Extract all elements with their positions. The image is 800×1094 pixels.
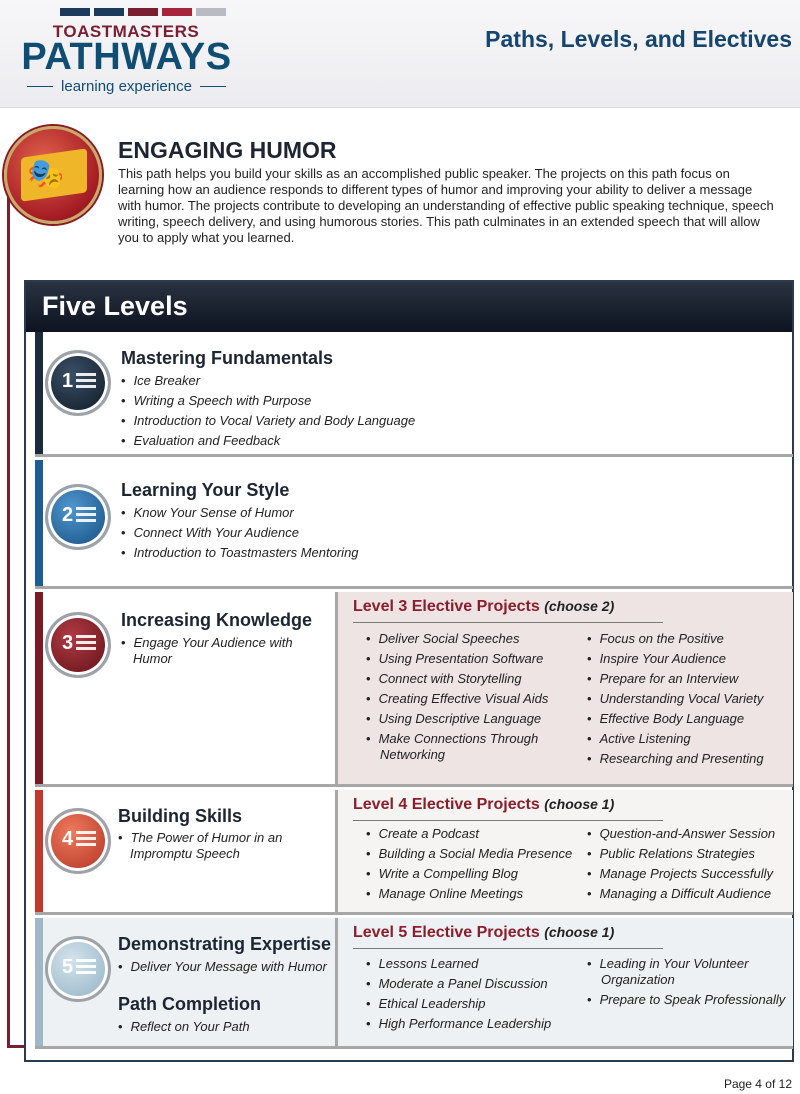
level-row-5: [35, 918, 793, 1049]
level-project-list: [118, 957, 327, 977]
level-color-bar: [35, 592, 43, 784]
level-row-2: [35, 460, 793, 589]
path-title: ENGAGING HUMOR: [118, 137, 337, 163]
page-title: Paths, Levels, and Electives: [485, 26, 792, 52]
elective-list-left: [366, 824, 581, 904]
level-row-3: [35, 592, 793, 787]
list-item: • Manage Projects Successfully: [587, 864, 792, 884]
logo-color-bars: [60, 8, 226, 16]
list-item: • Prepare to Speak Professionally: [587, 990, 792, 1010]
logo-toastmasters: TOASTMASTERS: [52, 22, 200, 41]
tagline-rule: [27, 86, 53, 87]
elective-panel: [335, 592, 793, 784]
list-item: • Engage Your Audience with Humor: [121, 635, 301, 667]
list-item: • Writing a Speech with Purpose: [121, 391, 415, 411]
level-title: Demonstrating Expertise: [118, 934, 332, 954]
list-item: • Managing a Difficult Audience: [587, 884, 792, 904]
list-item: • Know Your Sense of Humor: [121, 503, 359, 523]
list-item: • Building a Social Media Presence: [366, 844, 581, 864]
list-item: • Ethical Leadership: [366, 994, 581, 1014]
list-item: • Create a Podcast: [366, 824, 581, 844]
level-project-list: [121, 503, 359, 563]
list-item: • Ice Breaker: [121, 371, 415, 391]
list-item: • The Power of Humor in an Impromptu Speech: [118, 830, 308, 862]
logo-bar: [128, 8, 158, 16]
level-title: Increasing Knowledge: [121, 610, 313, 630]
path-completion-list: [118, 1017, 250, 1037]
logo-bar: [94, 8, 124, 16]
list-item: • Deliver Social Speeches: [366, 629, 576, 649]
level-title: Building Skills: [118, 806, 243, 826]
level-color-bar: [35, 332, 43, 454]
level-project-list: [121, 635, 301, 669]
list-item: • Question-and-Answer Session: [587, 824, 792, 844]
list-item: • Introduction to Toastmasters Mentoring: [121, 543, 359, 563]
elective-list-left: [366, 954, 581, 1034]
elective-title: Level 4 Elective Projects (choose 1): [353, 796, 615, 813]
level-row-4: [35, 790, 793, 915]
list-item: • Connect with Storytelling: [366, 669, 576, 689]
level-1-icon: 1: [45, 350, 111, 416]
list-item: • Deliver Your Message with Humor: [118, 957, 327, 977]
level-row-1: [35, 332, 793, 457]
list-item: • Write a Compelling Blog: [366, 864, 581, 884]
levels-heading: Five Levels: [26, 282, 792, 332]
logo-tagline: [14, 78, 239, 95]
list-item: • Effective Body Language: [587, 709, 792, 729]
logo-bar: [196, 8, 226, 16]
list-item: • Using Descriptive Language: [366, 709, 576, 729]
list-item: • Connect With Your Audience: [121, 523, 359, 543]
elective-title: Level 3 Elective Projects (choose 2): [353, 598, 615, 615]
list-item: • Active Listening: [587, 729, 792, 749]
masks-glyph: 🎭: [27, 158, 65, 191]
list-item: • Focus on the Positive: [587, 629, 792, 649]
level-project-list: [121, 371, 415, 451]
path-description: This path helps you build your skills as an accomplished public speaker. The projects on this path focus on learning how an audience responds to different types of humor and improving your ability to deliver a message with humor. The projects contribute to developing an understanding of effective public speaking technique, speech writing, speech delivery, and using humorous stories. This path culminates in an extended speech that will allow you to apply what you learned.: [118, 166, 774, 245]
elective-title: Level 5 Elective Projects (choose 1): [353, 924, 615, 941]
level-2-icon: 2: [45, 484, 111, 550]
page-header: [0, 0, 800, 108]
level-title: Learning Your Style: [121, 480, 290, 500]
elective-list-left: [366, 629, 576, 765]
path-connector-line: [7, 186, 10, 1048]
levels-panel: [24, 280, 794, 1062]
logo-bar: [60, 8, 90, 16]
level-project-list: [118, 830, 308, 864]
level-color-bar: [35, 790, 43, 912]
list-item: • Moderate a Panel Discussion: [366, 974, 581, 994]
list-item: • Reflect on Your Path: [118, 1017, 250, 1037]
level-color-bar: [35, 460, 43, 586]
elective-rule: [353, 948, 663, 949]
list-item: • Lessons Learned: [366, 954, 581, 974]
elective-list-right: [587, 629, 792, 769]
path-completion-title: Path Completion: [118, 994, 261, 1014]
elective-rule: [353, 622, 663, 623]
tagline-rule: [200, 86, 226, 87]
level-3-icon: 3: [45, 612, 111, 678]
theater-masks-icon: [4, 126, 102, 224]
level-title: Mastering Fundamentals: [121, 348, 334, 368]
list-item: • Using Presentation Software: [366, 649, 576, 669]
logo-pathways: PATHWAYS: [21, 36, 232, 78]
list-item: • Inspire Your Audience: [587, 649, 792, 669]
list-item: • Public Relations Strategies: [587, 844, 792, 864]
list-item: • Leading in Your Volunteer Organization: [587, 956, 792, 988]
list-item: • High Performance Leadership: [366, 1014, 581, 1034]
elective-panel: [335, 918, 793, 1046]
list-item: • Make Connections Through Networking: [366, 731, 576, 763]
page-number: Page 4 of 12: [723, 1077, 792, 1091]
elective-list-right: [587, 954, 792, 1010]
elective-panel: [335, 790, 793, 912]
logo-bar: [162, 8, 192, 16]
list-item: • Prepare for an Interview: [587, 669, 792, 689]
list-item: • Manage Online Meetings: [366, 884, 581, 904]
list-item: • Evaluation and Feedback: [121, 431, 415, 451]
list-item: • Creating Effective Visual Aids: [366, 689, 576, 709]
elective-list-right: [587, 824, 792, 904]
tagline-text: learning experience: [61, 78, 192, 95]
list-item: • Understanding Vocal Variety: [587, 689, 792, 709]
level-color-bar: [35, 918, 43, 1046]
level-5-icon: 5: [45, 936, 111, 1002]
level-4-icon: 4: [45, 808, 111, 874]
elective-rule: [353, 820, 663, 821]
list-item: • Researching and Presenting: [587, 749, 792, 769]
list-item: • Introduction to Vocal Variety and Body Language: [121, 411, 415, 431]
